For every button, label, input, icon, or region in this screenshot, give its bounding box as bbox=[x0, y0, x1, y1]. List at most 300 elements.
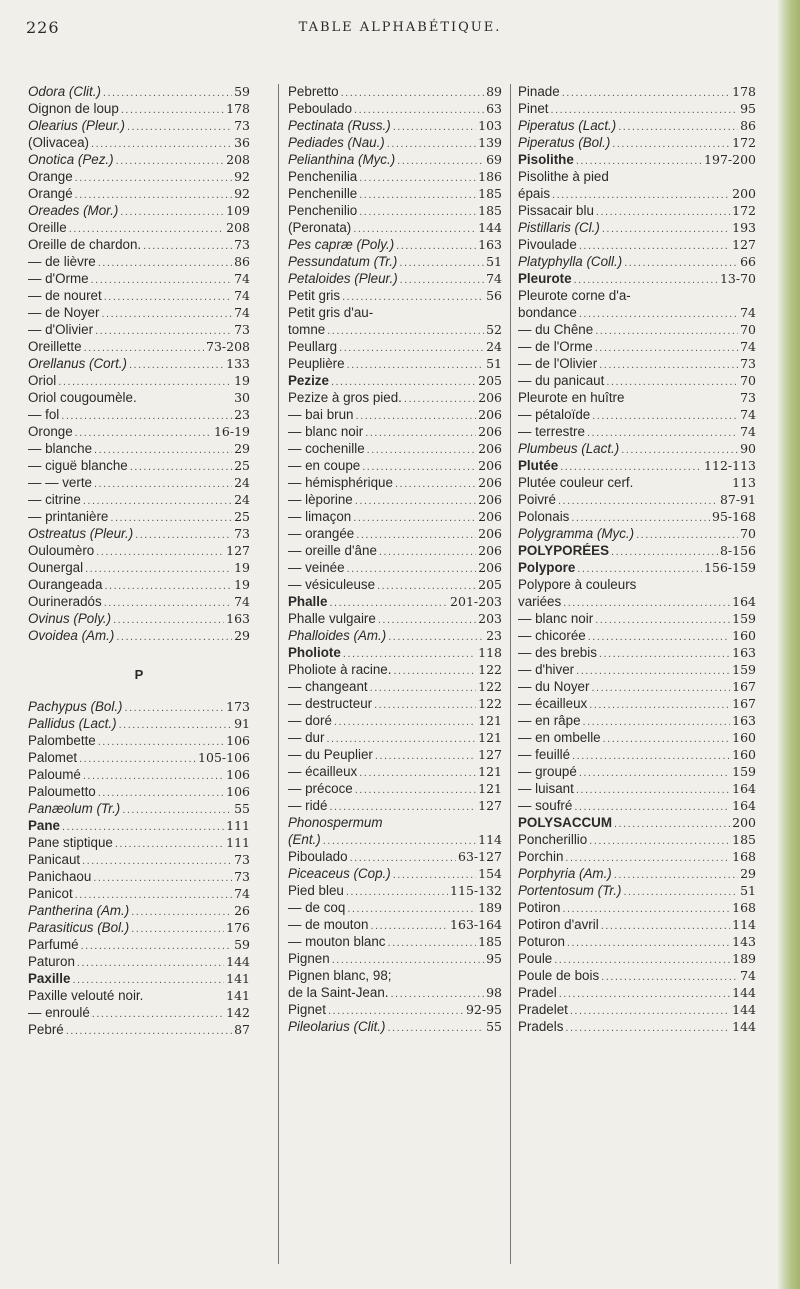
entry-term: Plutée bbox=[518, 458, 559, 473]
entry-page-ref: 205 bbox=[478, 577, 502, 592]
index-entry bbox=[288, 169, 502, 186]
leader-dots bbox=[113, 612, 224, 628]
leader-dots bbox=[554, 952, 730, 968]
leader-dots bbox=[350, 850, 456, 866]
entry-term: — blanc noir bbox=[518, 611, 594, 626]
entry-page-ref: 168 bbox=[732, 849, 756, 864]
index-entry bbox=[288, 407, 502, 424]
entry-term: Odora (Clit.) bbox=[28, 84, 101, 99]
leader-dots bbox=[359, 765, 476, 781]
entry-page-ref: 206 bbox=[478, 424, 502, 439]
leader-dots bbox=[595, 323, 738, 339]
index-entry bbox=[28, 920, 250, 937]
entry-page-ref: 118 bbox=[478, 645, 502, 660]
index-entry bbox=[518, 1002, 756, 1019]
index-entry bbox=[28, 101, 250, 118]
index-entry bbox=[288, 900, 502, 917]
leader-dots bbox=[347, 561, 477, 577]
index-entry bbox=[518, 951, 756, 968]
index-entry bbox=[518, 305, 756, 322]
index-entry bbox=[28, 424, 250, 441]
entry-term: variées bbox=[518, 594, 562, 609]
entry-page-ref: 74 bbox=[234, 288, 250, 303]
index-entry bbox=[518, 1019, 756, 1036]
leader-dots bbox=[577, 561, 702, 577]
index-entry bbox=[518, 628, 756, 645]
index-entry bbox=[518, 152, 756, 169]
leader-dots bbox=[83, 493, 232, 509]
index-entry bbox=[518, 866, 756, 883]
entry-term: Pelianthina (Myc.) bbox=[288, 152, 396, 167]
leader-dots bbox=[599, 357, 738, 373]
entry-page-ref: 112-113 bbox=[704, 458, 756, 473]
entry-term: — précoce bbox=[288, 781, 353, 796]
index-entry bbox=[28, 767, 250, 784]
entry-term: Paloumetto bbox=[28, 784, 96, 799]
leader-dots bbox=[356, 408, 477, 424]
entry-term: Pane stiptique bbox=[28, 835, 113, 850]
index-entry bbox=[28, 716, 250, 733]
entry-term: Oreades (Mor.) bbox=[28, 203, 119, 218]
leader-dots bbox=[611, 544, 718, 560]
index-entry bbox=[518, 322, 756, 339]
index-entry bbox=[28, 407, 250, 424]
index-entry bbox=[288, 985, 502, 1002]
leader-dots bbox=[362, 459, 476, 475]
entry-page-ref: 74 bbox=[740, 407, 756, 422]
entry-term: Olearius (Pleur.) bbox=[28, 118, 125, 133]
entry-term: (Ent.) bbox=[288, 832, 321, 847]
index-entry bbox=[518, 135, 756, 152]
index-entry bbox=[288, 815, 502, 832]
entry-term: — limaçon bbox=[288, 509, 352, 524]
entry-term: — de Noyer bbox=[28, 305, 100, 320]
index-entry bbox=[28, 169, 250, 186]
entry-page-ref: 208 bbox=[226, 220, 250, 235]
entry-page-ref: 164 bbox=[732, 594, 756, 609]
index-entry bbox=[28, 254, 250, 271]
index-entry bbox=[288, 203, 502, 220]
index-entry bbox=[28, 886, 250, 903]
entry-term: — printanière bbox=[28, 509, 109, 524]
column-rule bbox=[278, 84, 279, 1264]
leader-dots bbox=[328, 1003, 464, 1019]
section-letter-heading: P bbox=[134, 667, 144, 682]
entry-term: Pradel bbox=[518, 985, 557, 1000]
entry-page-ref: 185 bbox=[478, 203, 502, 218]
entry-term: Panicaut bbox=[28, 852, 81, 867]
entry-term: — luisant bbox=[518, 781, 574, 796]
entry-page-ref: 55 bbox=[234, 801, 250, 816]
leader-dots bbox=[367, 442, 476, 458]
entry-term: Piceaceus (Cop.) bbox=[288, 866, 391, 881]
entry-page-ref: 206 bbox=[478, 475, 502, 490]
index-entry bbox=[28, 954, 250, 971]
index-entry bbox=[288, 713, 502, 730]
leader-dots bbox=[81, 938, 232, 954]
index-entry bbox=[518, 985, 756, 1002]
entry-page-ref: 29 bbox=[234, 441, 250, 456]
entry-page-ref: 172 bbox=[732, 203, 756, 218]
leader-dots bbox=[329, 595, 448, 611]
entry-term: — de coq bbox=[288, 900, 346, 915]
index-entry bbox=[28, 988, 250, 1005]
leader-dots bbox=[72, 972, 224, 988]
entry-page-ref: 24 bbox=[234, 475, 250, 490]
entry-term: Pinade bbox=[518, 84, 560, 99]
leader-dots bbox=[395, 476, 476, 492]
leader-dots bbox=[121, 102, 224, 118]
leader-dots bbox=[603, 731, 731, 747]
leader-dots bbox=[353, 221, 476, 237]
leader-dots bbox=[104, 289, 232, 305]
leader-dots bbox=[404, 391, 476, 407]
leader-dots bbox=[377, 578, 476, 594]
leader-dots bbox=[98, 785, 224, 801]
entry-page-ref: 139 bbox=[478, 135, 502, 150]
entry-page-ref: 52 bbox=[486, 322, 502, 337]
leader-dots bbox=[96, 544, 224, 560]
index-entry bbox=[28, 611, 250, 628]
entry-term: Pisolithe à pied bbox=[518, 169, 609, 184]
entry-term: Oreillette bbox=[28, 339, 82, 354]
entry-term: bondance bbox=[518, 305, 577, 320]
entry-term: Petaloides (Pleur.) bbox=[288, 271, 398, 286]
index-entry bbox=[518, 611, 756, 628]
entry-page-ref: 142 bbox=[226, 1005, 250, 1020]
entry-term: Potiron d'avril bbox=[518, 917, 599, 932]
leader-dots bbox=[623, 884, 738, 900]
entry-page-ref: 92-95 bbox=[465, 1002, 502, 1017]
entry-page-ref: 154 bbox=[478, 866, 502, 881]
entry-page-ref: 74 bbox=[234, 594, 250, 609]
entry-term: — en râpe bbox=[518, 713, 581, 728]
entry-term: — de lièvre bbox=[28, 254, 96, 269]
leader-dots bbox=[589, 697, 730, 713]
index-entry bbox=[28, 903, 250, 920]
index-entry bbox=[288, 798, 502, 815]
entry-page-ref: 203 bbox=[478, 611, 502, 626]
index-entry bbox=[28, 492, 250, 509]
entry-page-ref: 122 bbox=[478, 662, 502, 677]
leader-dots bbox=[323, 833, 476, 849]
entry-page-ref: 144 bbox=[478, 220, 502, 235]
entry-term: — doré bbox=[288, 713, 332, 728]
entry-term: Ourineradós bbox=[28, 594, 102, 609]
entry-page-ref: 92 bbox=[234, 169, 250, 184]
page-number: 226 bbox=[26, 18, 60, 37]
entry-term: Palombette bbox=[28, 733, 96, 748]
leader-dots bbox=[562, 85, 730, 101]
running-head: TABLE ALPHABÉTIQUE. bbox=[298, 20, 502, 35]
index-entry bbox=[518, 645, 756, 662]
leader-dots bbox=[400, 272, 484, 288]
entry-term: Oreille de chardon. bbox=[28, 237, 142, 252]
index-entry bbox=[518, 798, 756, 815]
index-entry bbox=[28, 1022, 250, 1039]
index-entry bbox=[518, 747, 756, 764]
entry-term: Pallidus (Lact.) bbox=[28, 716, 117, 731]
entry-page-ref: 167 bbox=[732, 696, 756, 711]
index-entry bbox=[288, 1002, 502, 1019]
entry-page-ref: 73 bbox=[234, 869, 250, 884]
entry-term: — oreille d'âne bbox=[288, 543, 377, 558]
index-entry bbox=[28, 784, 250, 801]
entry-term: — destructeur bbox=[288, 696, 373, 711]
entry-term: — des brebis bbox=[518, 645, 597, 660]
entry-term: (Peronata) bbox=[288, 220, 352, 235]
index-entry bbox=[28, 971, 250, 988]
leader-dots bbox=[116, 629, 232, 645]
index-entry bbox=[518, 373, 756, 390]
entry-term: — ridé bbox=[288, 798, 328, 813]
entry-page-ref: 200 bbox=[732, 815, 756, 830]
leader-dots bbox=[559, 986, 730, 1002]
leader-dots bbox=[61, 408, 232, 424]
entry-term: Plutée couleur cerf. bbox=[518, 475, 634, 490]
leader-dots bbox=[378, 612, 476, 628]
index-entry bbox=[288, 781, 502, 798]
entry-term: Oreille bbox=[28, 220, 67, 235]
entry-page-ref: 127 bbox=[226, 543, 250, 558]
leader-dots bbox=[595, 612, 730, 628]
entry-term: — orangée bbox=[288, 526, 355, 541]
entry-term: Ostreatus (Pleur.) bbox=[28, 526, 134, 541]
index-entry bbox=[518, 713, 756, 730]
entry-term: — enroulé bbox=[28, 1005, 90, 1020]
leader-dots bbox=[346, 884, 448, 900]
leader-dots bbox=[104, 578, 232, 594]
leader-dots bbox=[562, 901, 730, 917]
entry-term: — chicorée bbox=[518, 628, 586, 643]
index-entry bbox=[28, 135, 250, 152]
leader-dots bbox=[94, 476, 232, 492]
entry-term: Pebré bbox=[28, 1022, 64, 1037]
leader-dots bbox=[397, 153, 484, 169]
entry-term: Parfumé bbox=[28, 937, 79, 952]
index-entry bbox=[518, 407, 756, 424]
index-entry bbox=[518, 390, 756, 407]
entry-page-ref: 144 bbox=[226, 954, 250, 969]
entry-page-ref: 59 bbox=[234, 937, 250, 952]
entry-term: Polypore à couleurs bbox=[518, 577, 637, 592]
leader-dots bbox=[576, 663, 730, 679]
entry-term: Pied bleu bbox=[288, 883, 344, 898]
entry-page-ref: 55 bbox=[486, 1019, 502, 1034]
leader-dots bbox=[379, 544, 476, 560]
leader-dots bbox=[104, 595, 232, 611]
entry-page-ref: 159 bbox=[732, 611, 756, 626]
entry-term: Paturon bbox=[28, 954, 75, 969]
leader-dots bbox=[339, 340, 484, 356]
entry-page-ref: 185 bbox=[478, 186, 502, 201]
index-entry bbox=[518, 815, 756, 832]
entry-page-ref: 206 bbox=[478, 509, 502, 524]
index-entry bbox=[288, 254, 502, 271]
leader-dots bbox=[120, 204, 224, 220]
leader-dots bbox=[393, 663, 476, 679]
entry-page-ref: 206 bbox=[478, 492, 502, 507]
index-entry bbox=[518, 254, 756, 271]
index-entry bbox=[518, 594, 756, 611]
index-entry bbox=[288, 458, 502, 475]
leader-dots bbox=[359, 204, 476, 220]
index-entry bbox=[518, 526, 756, 543]
entry-term: Polygramma (Myc.) bbox=[518, 526, 635, 541]
entry-term: Oronge bbox=[28, 424, 73, 439]
index-entry bbox=[288, 832, 502, 849]
entry-page-ref: 201-203 bbox=[450, 594, 502, 609]
entry-term: Polonais bbox=[518, 509, 570, 524]
leader-dots bbox=[574, 272, 718, 288]
index-entry bbox=[28, 390, 250, 407]
index-entry bbox=[288, 611, 502, 628]
entry-term: Paloumé bbox=[28, 767, 81, 782]
entry-page-ref: 73 bbox=[234, 526, 250, 541]
leader-dots bbox=[606, 374, 738, 390]
entry-term: Pignen bbox=[288, 951, 330, 966]
entry-term: — bai brun bbox=[288, 407, 354, 422]
leader-dots bbox=[588, 629, 730, 645]
entry-term: — — verte bbox=[28, 475, 92, 490]
entry-page-ref: 74 bbox=[740, 424, 756, 439]
index-entry bbox=[288, 356, 502, 373]
leader-dots bbox=[122, 802, 232, 818]
index-entry bbox=[28, 271, 250, 288]
entry-page-ref: 73 bbox=[234, 237, 250, 252]
entry-page-ref: 114 bbox=[478, 832, 502, 847]
index-entry bbox=[288, 662, 502, 679]
index-entry bbox=[288, 305, 502, 322]
leader-dots bbox=[115, 836, 224, 852]
index-entry bbox=[288, 849, 502, 866]
entry-term: Pane bbox=[28, 818, 61, 833]
entry-term: — du Peuplier bbox=[288, 747, 373, 762]
leader-dots bbox=[91, 136, 232, 152]
leader-dots bbox=[551, 102, 739, 118]
index-entry bbox=[518, 271, 756, 288]
leader-dots bbox=[58, 374, 232, 390]
leader-dots bbox=[370, 918, 448, 934]
entry-term: Poule bbox=[518, 951, 553, 966]
entry-term: Pediades (Nau.) bbox=[288, 135, 385, 150]
leader-dots bbox=[388, 935, 477, 951]
entry-term: Pleurote en huître bbox=[518, 390, 625, 405]
entry-page-ref: 66 bbox=[740, 254, 756, 269]
leader-dots bbox=[93, 870, 232, 886]
entry-page-ref: 109 bbox=[226, 203, 250, 218]
entry-term: Potiron bbox=[518, 900, 561, 915]
index-entry bbox=[288, 679, 502, 696]
leader-dots bbox=[393, 867, 476, 883]
index-entry bbox=[518, 203, 756, 220]
leader-dots bbox=[601, 918, 730, 934]
entry-page-ref: 51 bbox=[740, 883, 756, 898]
index-entry bbox=[288, 424, 502, 441]
entry-term: Phonospermum bbox=[288, 815, 383, 830]
entry-term: Poivré bbox=[518, 492, 556, 507]
index-entry bbox=[518, 492, 756, 509]
index-entry bbox=[518, 101, 756, 118]
index-entry bbox=[28, 577, 250, 594]
entry-term: Pradels bbox=[518, 1019, 564, 1034]
entry-page-ref: 206 bbox=[478, 390, 502, 405]
entry-page-ref: 121 bbox=[478, 764, 502, 779]
leader-dots bbox=[92, 1006, 224, 1022]
entry-page-ref: 59 bbox=[234, 84, 250, 99]
index-entry bbox=[518, 424, 756, 441]
entry-term: Paxille velouté noir. bbox=[28, 988, 144, 1003]
leader-dots bbox=[356, 527, 476, 543]
index-entry bbox=[518, 730, 756, 747]
leader-dots bbox=[560, 459, 702, 475]
entry-term: — cochenille bbox=[288, 441, 365, 456]
entry-page-ref: 168 bbox=[732, 900, 756, 915]
entry-term: — veinée bbox=[288, 560, 345, 575]
entry-page-ref: 111 bbox=[226, 835, 250, 850]
leader-dots bbox=[119, 717, 233, 733]
leader-dots bbox=[388, 629, 484, 645]
entry-page-ref: 74 bbox=[740, 968, 756, 983]
leader-dots bbox=[131, 921, 224, 937]
entry-term: — vésiculeuse bbox=[288, 577, 376, 592]
index-entry bbox=[28, 852, 250, 869]
index-entry bbox=[288, 543, 502, 560]
leader-dots bbox=[636, 527, 738, 543]
entry-page-ref: 8-156 bbox=[719, 543, 756, 558]
leader-dots bbox=[365, 425, 476, 441]
index-entry bbox=[28, 152, 250, 169]
entry-page-ref: 26 bbox=[234, 903, 250, 918]
index-entry bbox=[518, 339, 756, 356]
entry-term: Ovinus (Poly.) bbox=[28, 611, 112, 626]
entry-term: Pignen blanc, 98; bbox=[288, 968, 392, 983]
leader-dots bbox=[130, 459, 232, 475]
entry-term: — ciguë blanche bbox=[28, 458, 128, 473]
entry-term: Pleurote corne d'a- bbox=[518, 288, 631, 303]
index-column-2 bbox=[288, 84, 502, 1036]
leader-dots bbox=[103, 85, 232, 101]
entry-page-ref: 13-70 bbox=[719, 271, 756, 286]
entry-term: Oriol bbox=[28, 373, 57, 388]
entry-page-ref: 25 bbox=[234, 458, 250, 473]
index-entry bbox=[518, 288, 756, 305]
entry-page-ref: 163-164 bbox=[450, 917, 502, 932]
entry-page-ref: 74 bbox=[740, 305, 756, 320]
entry-term: — d'hiver bbox=[518, 662, 575, 677]
entry-page-ref: 51 bbox=[486, 356, 502, 371]
entry-term: Polypore bbox=[518, 560, 576, 575]
entry-page-ref: 189 bbox=[478, 900, 502, 915]
index-entry bbox=[288, 84, 502, 101]
leader-dots bbox=[387, 136, 476, 152]
entry-page-ref: 115-132 bbox=[450, 883, 502, 898]
entry-page-ref: 163 bbox=[732, 713, 756, 728]
entry-term: — fol bbox=[28, 407, 60, 422]
entry-page-ref: 113 bbox=[732, 475, 756, 490]
entry-term: Poule de bois bbox=[518, 968, 600, 983]
entry-term: Panæolum (Tr.) bbox=[28, 801, 121, 816]
entry-term: Orange bbox=[28, 169, 73, 184]
entry-page-ref: 106 bbox=[226, 733, 250, 748]
entry-page-ref: 122 bbox=[478, 696, 502, 711]
index-column-1 bbox=[28, 84, 250, 1039]
index-entry bbox=[28, 594, 250, 611]
leader-dots bbox=[327, 323, 484, 339]
entry-page-ref: 133 bbox=[226, 356, 250, 371]
leader-dots bbox=[359, 170, 476, 186]
entry-page-ref: 73 bbox=[234, 852, 250, 867]
